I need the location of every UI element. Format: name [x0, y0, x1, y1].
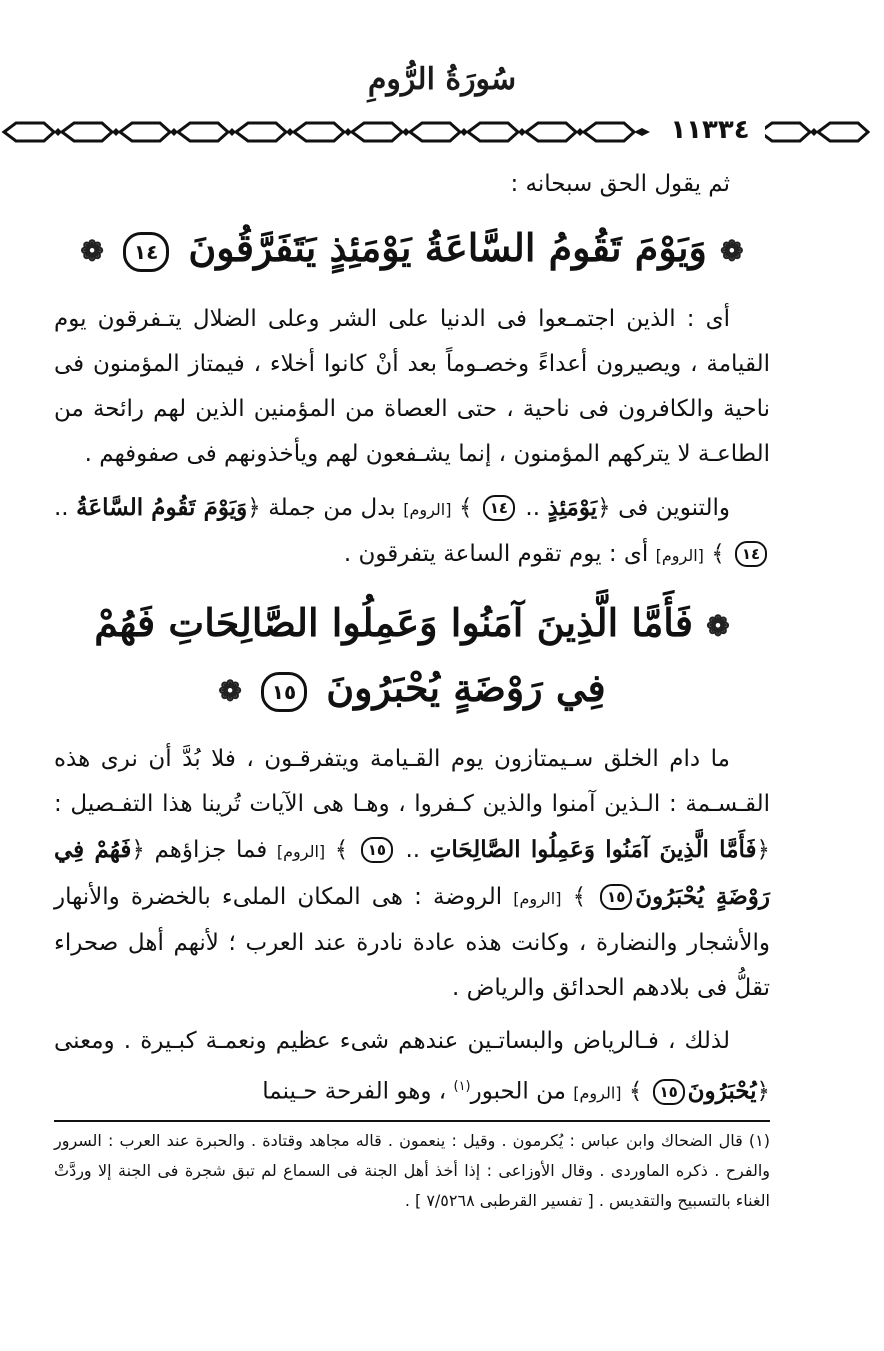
text-run: الروضة : هى المكان الملىء بالخضرة والأنهار والأشجار والنضارة ، وكانت هذه عادة نادرة عند العرب ؛ لأنهم أهل صحراء تقلُّ فى بلادهم الحدائق والرياض .	[54, 883, 770, 1001]
verse-close-bracket-icon: ❁	[218, 674, 242, 708]
verse-text-line-2: فِي رَوْضَةٍ يُحْبَرُونَ	[326, 665, 606, 710]
inline-ayah-number: ١٥	[653, 1079, 685, 1105]
text-run: ﴾	[703, 540, 732, 567]
page-body	[54, 162, 770, 1123]
text-run: ﴾	[451, 494, 480, 521]
quran-phrase: وَيَوْمَ تَقُومُ السَّاعَةُ	[76, 493, 248, 521]
verse-close-bracket-icon: ❁	[80, 234, 104, 268]
text-run: والتنوين فى ﴿	[597, 494, 730, 521]
text-run: أى : يوم تقوم الساعة يتفرقون .	[343, 540, 656, 567]
text-run: ..	[395, 836, 430, 863]
quran-word: يُحْبَرُونَ	[687, 1077, 757, 1105]
footnote: (١) قال الضحاك وابن عباس : يُكرمون . وقيل : ينعمون . قاله مجاهد وقتادة . والحبرة عند العرب : السرور والفرح . ذكره الماوردى . وقال الأوزاعى : إذا أخذ أهل الجنة فى السماع لم تبق شجرة فى الجنة إلا وردَّتْ الغناء بالتسبيح والتقديس . [ تفسير القرطبى ٧/٥٢٦٨ ] .	[54, 1131, 770, 1210]
surah-reference: [الروم]	[655, 545, 704, 565]
ayah-number-badge: ١٥	[261, 672, 307, 712]
surah-reference: [الروم]	[513, 888, 562, 908]
verse-open-bracket-icon: ❁	[706, 609, 730, 642]
commentary-paragraph	[54, 737, 770, 1011]
verse-text-line-1: فَأَمَّا الَّذِينَ آمَنُوا وَعَمِلُوا الصَّالِحَاتِ فَهُمْ	[94, 599, 694, 645]
inline-ayah-number: ١٥	[361, 837, 393, 863]
text-run: من الحبور	[470, 1078, 574, 1105]
surah-reference: [الروم]	[403, 499, 452, 519]
text-run: ما دام الخلق سـيمتازون يوم القـيامة ويتفرقـون ، فلا بُدَّ أن نرى هذه القـسـمة : الـذين آمنوا والذين كـفروا ، وهـا هى الآيات تُرينا هذا التفـصيل : ﴿	[54, 745, 770, 863]
text-run: ﴾	[561, 883, 598, 910]
quran-verse-14	[54, 217, 770, 283]
surah-reference: [الروم]	[276, 841, 326, 861]
text-run: لذلك ، فـالرياض والبساتـين عندهم شىء عظيم ونعمـة كبـيرة . ومعنى ﴿	[54, 1027, 770, 1105]
quran-quote: فَهُمْ فِي رَوْضَةٍ يُحْبَرُونَ	[54, 835, 770, 910]
quran-quote: فَأَمَّا الَّذِينَ آمَنُوا وَعَمِلُوا الصَّالِحَاتِ	[429, 835, 757, 863]
quran-word: يَوْمَئِذٍ	[547, 493, 598, 521]
text-run: ﴾	[325, 836, 358, 863]
text-run: ﴾	[621, 1078, 650, 1105]
footnote-divider	[54, 1120, 770, 1122]
ayah-number-badge: ١٤	[123, 232, 169, 272]
surah-title: سُورَةُ الرُّومِ	[367, 62, 517, 97]
inline-ayah-number: ١٤	[483, 495, 515, 521]
quran-verse-15	[54, 592, 770, 723]
page-number: ١١٣٣٤	[655, 116, 765, 144]
commentary-paragraph	[54, 485, 770, 578]
inline-ayah-number: ١٥	[600, 884, 632, 910]
commentary-paragraph: أى : الذين اجتمـعوا فى الدنيا على الشر وعلى الضلال يتـفرقون يوم القيامة ، ويصيرون أعداءً وخصـوماً بعد أنْ كانوا أخلاء ، فيمتاز المؤمنون فى ناحية والكافرون فى ناحية ، حتى العصاة من المؤمنين الذين لهم رائحة من الطاعـة لا يتركهم المؤمنون ، إنما يشـفعون لهم ويأخذونهم فى صفوفهم .	[54, 305, 770, 467]
text-run: ..	[54, 494, 77, 521]
text-run: ..	[517, 494, 548, 521]
text-run: ، وهو الفرحة حـينما	[262, 1078, 454, 1105]
commentary-paragraph	[54, 1019, 770, 1116]
footnote-marker[interactable]: (١)	[453, 1078, 471, 1094]
inline-ayah-number: ١٤	[735, 541, 767, 567]
surah-reference: [الروم]	[573, 1083, 622, 1103]
text-run: بدل من جملة ﴿	[247, 494, 404, 521]
verse-open-bracket-icon: ❁	[720, 234, 744, 268]
text-run: فما جزاؤهم ﴿	[131, 836, 277, 863]
verse-text: وَيَوْمَ تَقُومُ السَّاعَةُ يَوْمَئِذٍ يَتَفَرَّقُونَ	[188, 225, 707, 270]
intro-line: ثم يقول الحق سبحانه :	[510, 171, 730, 197]
